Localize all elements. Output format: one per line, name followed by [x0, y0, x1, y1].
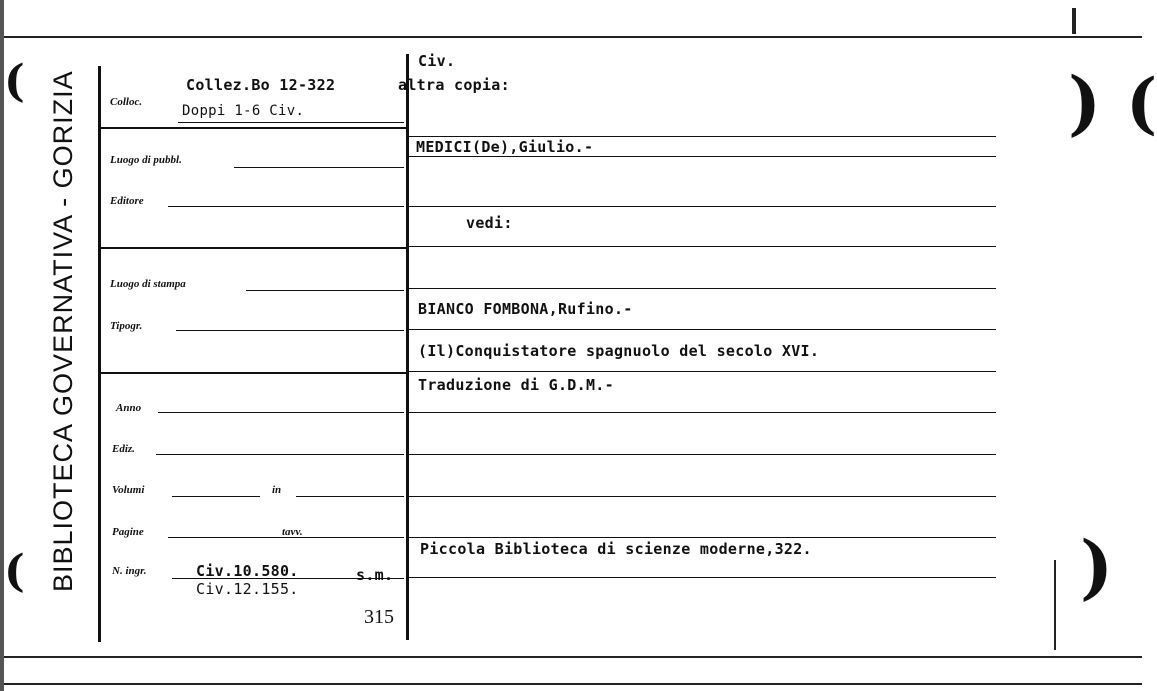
- card-top-notch: [1072, 8, 1076, 34]
- collocazione-value: Collez.Bo 12-322: [186, 76, 336, 94]
- right-rule-3: [408, 206, 996, 207]
- right-rule-8: [408, 412, 996, 413]
- label-edizione: Ediz.: [112, 443, 135, 455]
- right-rule-1: [408, 136, 996, 137]
- label-pagine: Pagine: [112, 526, 144, 538]
- right-rule-7: [408, 371, 996, 372]
- tipografia-underline: [176, 330, 404, 331]
- right-rule-11: [408, 537, 996, 538]
- handwritten-mark: 315: [364, 606, 394, 628]
- label-editore: Editore: [110, 195, 144, 207]
- label-collocazione: Colloc.: [110, 96, 143, 108]
- label-volumi: Volumi: [112, 484, 145, 496]
- collocazione-value-2: Doppi 1-6 Civ.: [182, 103, 305, 119]
- right-rule-6: [408, 329, 996, 330]
- label-tavole: tavv.: [282, 526, 303, 538]
- punch-hole-left: (: [4, 56, 25, 107]
- right-rule-12: [408, 577, 996, 578]
- punch-hole-top: ): [1068, 61, 1102, 144]
- label-volumi-in: in: [272, 484, 282, 496]
- label-tipografia: Tipogr.: [110, 320, 143, 332]
- num-ingresso-suffix: s.m.: [356, 566, 394, 584]
- label-anno: Anno: [116, 402, 142, 414]
- anno-underline: [158, 412, 404, 413]
- right-rule-10: [408, 496, 996, 497]
- collocazione-underline: [178, 122, 404, 123]
- left-rule-2: [100, 247, 407, 249]
- editore-underline: [168, 206, 404, 207]
- series: Piccola Biblioteca di scienze moderne,322.: [420, 540, 812, 558]
- library-stamp: BIBLIOTECA GOVERNATIVA - GORIZIA: [48, 70, 78, 592]
- label-luogo-stampa: Luogo di stampa: [110, 278, 186, 290]
- vedi-label: vedi:: [466, 214, 513, 232]
- right-rule-2: [408, 156, 996, 157]
- punch-hole-bottom: ): [1080, 525, 1114, 608]
- main-title: (Il)Conquistatore spagnuolo del secolo XVI.: [418, 342, 820, 360]
- main-author: BIANCO FOMBONA,Rufino.-: [418, 300, 633, 318]
- volumi-underline: [172, 496, 260, 497]
- card-bottom-edge-2: [0, 683, 1142, 685]
- author-reference: MEDICI(De),Giulio.-: [416, 138, 594, 156]
- label-luogo-pubbl: Luogo di pubbl.: [110, 154, 182, 166]
- num-ingresso-value-2: Civ.12.155.: [196, 580, 299, 598]
- left-margin-rule: [98, 66, 101, 642]
- num-ingresso-value-1: Civ.10.580.: [196, 562, 299, 580]
- punch-hole-top-right: (: [1126, 64, 1157, 142]
- left-rule-1: [100, 127, 407, 129]
- left-rule-3: [100, 372, 407, 374]
- luogo-pubbl-underline: [234, 167, 404, 168]
- card-top-edge: [0, 36, 1142, 38]
- civ-header: Civ.: [418, 52, 456, 70]
- volumi-in-underline: [296, 496, 404, 497]
- card-right-edge: [1054, 560, 1056, 650]
- right-rule-5: [408, 288, 996, 289]
- edizione-underline: [156, 454, 404, 455]
- luogo-stampa-underline: [246, 290, 404, 291]
- punch-hole-left-bottom: (: [4, 546, 25, 597]
- label-num-ingresso: N. ingr.: [112, 565, 147, 577]
- right-rule-9: [408, 454, 996, 455]
- card-bottom-edge: [0, 656, 1142, 658]
- altra-copia: altra copia:: [398, 76, 510, 94]
- right-rule-4: [408, 246, 996, 247]
- translator: Traduzione di G.D.M.-: [418, 376, 614, 394]
- center-divider-rule: [406, 54, 409, 640]
